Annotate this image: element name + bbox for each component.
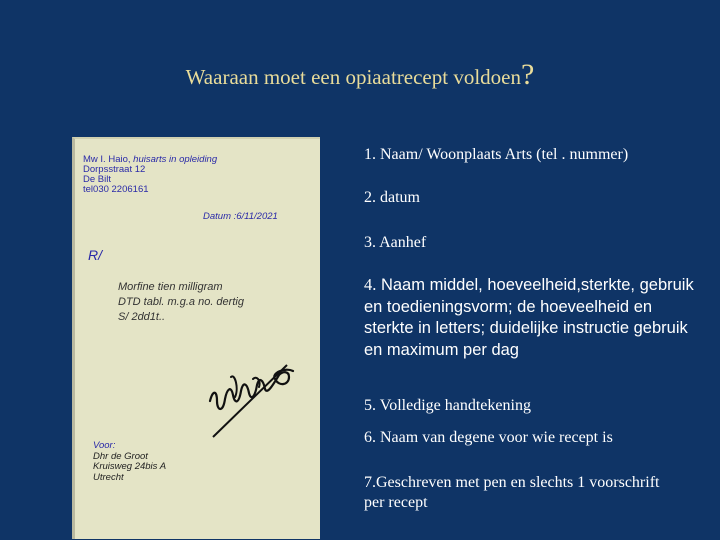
drug-line: DTD tabl. m.g.a no. dertig [118, 296, 244, 308]
prescriber-phone: tel030 2206161 [83, 184, 149, 195]
requirement-item-4 [364, 274, 699, 361]
requirement-item-6 [364, 428, 613, 448]
requirement-item-3 [364, 233, 426, 253]
drug-line: S/ 2dd1t.. [118, 311, 166, 323]
requirement-text: Naam/ Woonplaats Arts (tel . nummer) [380, 146, 629, 163]
patient-street: Kruisweg 24bis A [93, 461, 167, 472]
slide-title-text: Waaraan moet een opiaatrecept voldoen [185, 65, 521, 89]
requirement-text: Naam middel, hoeveelheid,sterkte, gebruik en toedieningsvorm; de hoeveelheid en sterkte in letters; duidelijke instructie gebruik en maximum per dag [364, 276, 694, 359]
patient-label: Voor: [93, 440, 116, 451]
prescriber-block [83, 155, 217, 195]
requirement-item-1 [364, 145, 628, 165]
requirement-text: Volledige handtekening [379, 397, 531, 414]
requirement-number: 1. [364, 146, 376, 163]
drug-line: Morfine tien milligram [118, 281, 223, 293]
prescriber-city: De Bilt [83, 174, 111, 185]
patient-city: Utrecht [93, 471, 124, 483]
requirement-item-2 [364, 188, 420, 208]
prescriber-role: huisarts in opleiding [133, 154, 218, 165]
requirement-text: Aanhef [379, 234, 427, 251]
requirement-number: 7. [364, 474, 376, 491]
requirement-number: 3. [364, 234, 376, 251]
requirement-text: Naam van degene voor wie recept is [380, 429, 613, 446]
slide-title-question-mark: ? [520, 58, 535, 91]
recipe-mark: R/ [88, 247, 102, 263]
requirement-item-5 [364, 396, 531, 416]
prescription-image [72, 137, 320, 539]
requirement-text: Geschreven met pen en slechts 1 voorschrift per recept [364, 474, 660, 511]
prescriber-street: Dorpsstraat 12 [83, 164, 146, 175]
handwritten-signature [195, 319, 305, 439]
requirement-text: datum [380, 189, 420, 206]
patient-name: Dhr de Groot [93, 450, 148, 462]
requirement-number: 5. [364, 397, 376, 414]
prescriber-name: Mw I. Haio, [83, 154, 131, 165]
requirement-number: 2. [364, 189, 376, 206]
slide-title [0, 58, 720, 92]
requirement-number: 4. [364, 275, 377, 294]
prescription-date: Datum :6/11/2021 [203, 211, 278, 222]
patient-block [93, 441, 166, 483]
requirement-item-7 [364, 473, 664, 513]
requirement-number: 6. [364, 429, 376, 446]
